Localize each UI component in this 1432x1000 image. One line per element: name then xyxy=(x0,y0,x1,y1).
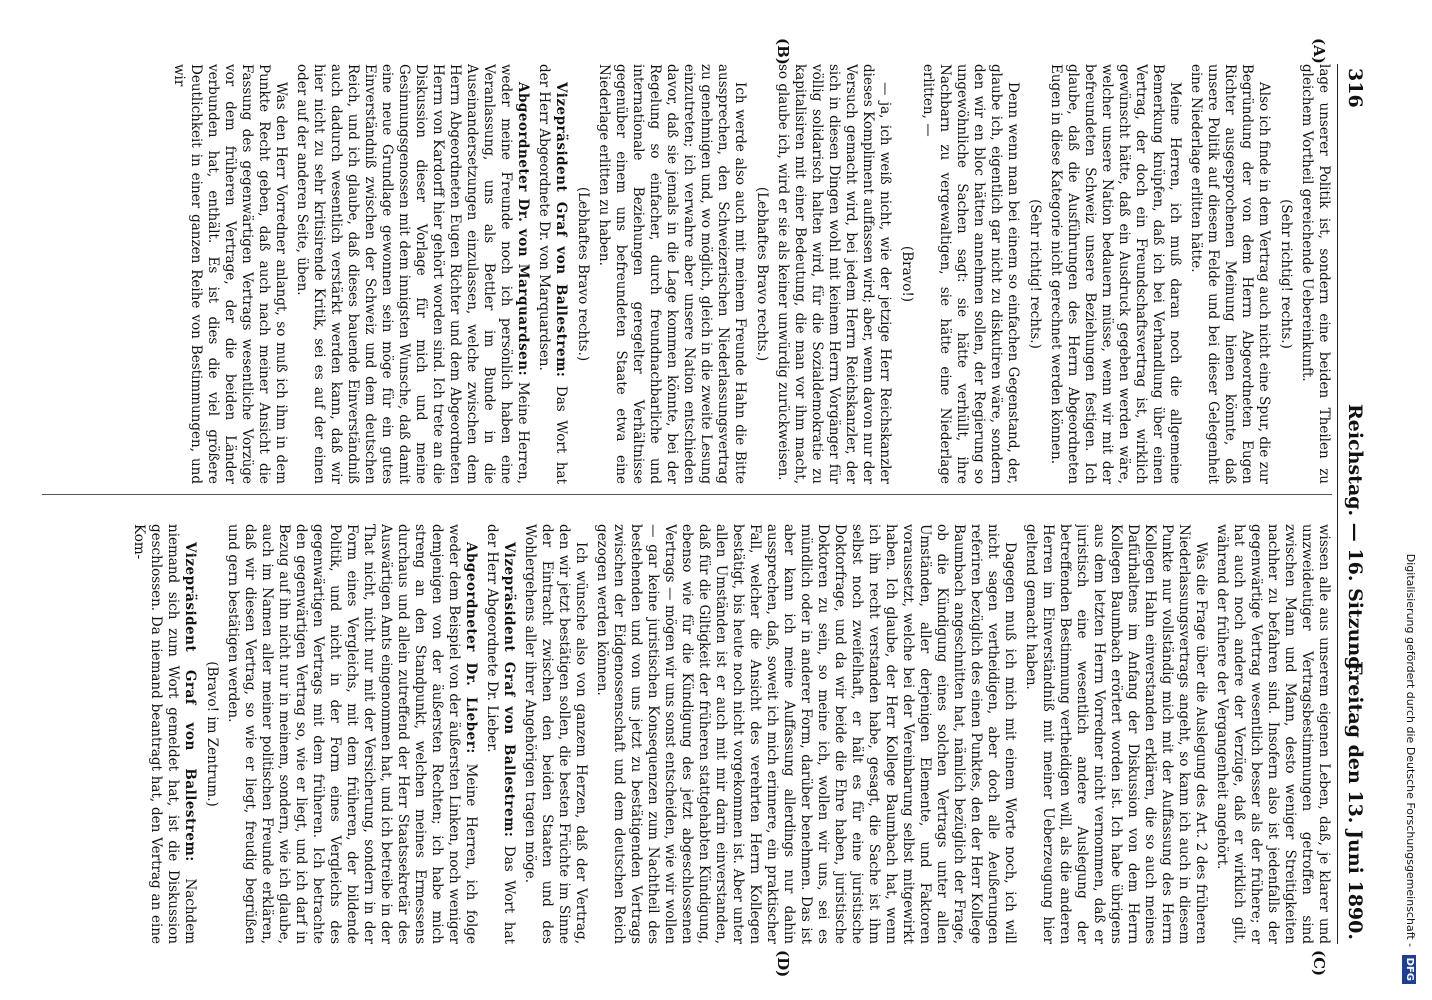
speech-text: Meine Herren, weder meine Freunde noch ich persönlich haben eine Veranlassung, uns als Bettler im Bunde in die Auseinandersetzungen einzulassen, welche zwischen dem Herrn Abgeordneten Eugen Richter und dem Abgeordneten Herrn von Kardorff hier gehört worden sind. Ich trete an die Diskussion dieser Vorlage für mich und meine Gesinnungsgenossen mit dem innigsten Wunsche, daß damit eine neue Grundlage gewonnen sein möge für ein gutes Einverständniß zwischen der Schweiz und dem deutschen Reich, und ich glaube, daß dieses bauende Einverständniß auch dadurch wesentlich verstärkt werden kann, daß wir hier nicht zu sehr kritisirende Kritik, sei es auf der einen oder auf der anderen Seite, üben. xyxy=(294,64,531,484)
footer-text: Digitalisierung gefördert durch die Deutsche Forschungsgemeinschaft - xyxy=(1404,553,1417,948)
speech-intro xyxy=(130,524,198,944)
speaker-name: Vizepräsident Graf von Ballestrem: xyxy=(553,82,569,378)
speaker-name: Abgeordneter Dr. von Marquardsen: xyxy=(515,82,531,377)
left-column xyxy=(42,64,1332,484)
reaction: (Sehr richtig! rechts.) xyxy=(1027,199,1043,349)
speaker-name: Vizepräsident Graf von Ballestrem: xyxy=(501,542,517,838)
margin-marker-c: (C) xyxy=(1310,950,1328,977)
reaction: (Bravo! im Zentrum.) xyxy=(204,661,220,807)
paragraph: Ich wünsche also von ganzem Herzen, daß der Vertrag, den wir jetzt bestätigen sollen, die besten Früchte im Sinne der Eintracht zwischen den beiden Staaten und des Wohlergehens aller ihrer Angehörigen tragen möge. xyxy=(522,524,589,944)
paragraph: — ja, ich weiß nicht, wie der jetzige Herr Reichskanzler dieses Kompliment auffassen wird; aber, wenn davon nur der Versuch gemacht wird, bei jedem Herrn Reichskanzler, der sich in diesen Dingen wohl mit keinem Herrn Vorgänger für völlig solidarisch halten wird, für die Sozialdemokratie zu kapitalisiren mit einer Bedeutung, die man vor ihm macht, so glaube ich, wird er sie als keiner unwürdig zurückweisen. xyxy=(775,64,893,484)
paragraph: wissen alle aus unserem eigenen Leben, daß, je klarer und unzweideutiger Vertragsbestimmungen getroffen sind zwischen Mann und Mann, desto weniger Streitigkeiten nachher zu befahren sind. Insofern also ist jedenfalls der gegenwärtige Vertrag wesentlich besser als der frühere; er hat auch noch andere der Verzüge, daß er wirklich gilt, während der frühere der Vergangenheit angehört. xyxy=(1214,524,1332,944)
margin-marker-a: (A) xyxy=(1310,38,1328,64)
page-header xyxy=(1337,64,1368,944)
margin-marker-b: (B) xyxy=(774,38,792,65)
reaction: (Lebhaftes Bravo rechts.) xyxy=(575,186,591,362)
speaker-name: Abgeordneter Dr. Lieber: xyxy=(463,542,479,754)
paragraph: Was den Herr Vorredner anlangt, so muß ich ihm in dem Punkte Recht geben, daß auch nach meiner Ansicht die Fassung des gegenwärtigen Vertrags wesentliche Vorzüge vor dem früheren Vertrage, der die beiden Länder verbunden hat, enthält. Es ist dies die viel größere Deutlichkeit in einer ganzen Reihe von Bestimmungen, und wir xyxy=(171,64,289,484)
session-date: Freitag den 13. Juni 1890. xyxy=(1344,661,1366,940)
reaction: (Bravo!) xyxy=(899,245,915,303)
paragraph: Meine Herren, ich muß daran noch die allgemeine Bemerkung knüpfen, daß ich bei Verhandlung über einen Vertrag, der doch ein Freundschaftsvertrag ist, wirklich gewünscht hätte, daß ein Ausdruck gegeben werden wäre, welcher unsere Nation bedauern müsse, wenn wir mit der befreundeten Schweiz unsere Beziehungen festigen. Ich glaube, daß die Ausführungen des Herrn Abgeordneten Eugen in diese Kategorie nicht gerechnet werden können. xyxy=(1048,64,1183,484)
dfg-logo: DFG xyxy=(1402,955,1416,984)
reaction: (Sehr richtig! rechts.) xyxy=(1278,199,1294,349)
speech-text: Meine Herren, ich folge weder dem Beispiel von der äußersten Linken, noch weniger demjenigen von der äußersten Rechten; ich habe mich streng an den Standpunkt, welchen meines Ermessens durchaus und allein zutreffend der Herr Staatssekretär des Auswärtigen Amts eingenommen hat, und ich betreibe in der That nicht, nicht nur mit der Versicherung, sondern in der Form eines Vergleichs, mit dem früheren, der bildende Politik, und nicht in der Form eines Vergleichs des gegenwärtigen Vertrags mit dem früheren. Ich betrachte den gegenwärtigen Vertrag so, wie er liegt, und ich darf in Bezug auf ihn nicht nur in meinem, sondern, wie ich glaube, auch im Namen aller meiner politischen Freunde erklären, daß wir diesen Vertrag, so wie er liegt, freudig begrüßen und gern bestätigen werden. xyxy=(225,524,479,944)
page-number: 316 xyxy=(1344,68,1366,108)
speech-intro xyxy=(535,64,569,484)
speech-intro xyxy=(293,64,531,484)
speech-intro xyxy=(483,524,517,944)
paragraph: Denn wenn man bei einem so einfachen Gegenstand, der, glaube ich, eigentlich gar nicht zu diskutiren wäre, sondern den wir en bloc hätten annehmen sollen, der Regierung so ungewöhnliche Sachen sagt: sie hätte verhüllt, ihre Nachbarn zu vergewaltigen, sie hätte eine Niederlage erlitten, — xyxy=(920,64,1021,484)
paragraph: Was die Frage über die Auslegung des Art. 2 des früheren Niederlassungsvertrags angeht, so kann ich auch in diesem Punkte nur vollständig mich mit der Auffassung des Herrn Kollegen Hahn einverstanden erklären, die so auch meines Dafürhaltens im Anfang der Diskussion von dem Herrn Kollegen Baumbach erörtert worden ist. Ich habe übrigens aus dem letzten Herrn Vorredner nicht vernommen, daß er juristisch eine wesentlich andere Auslegung der betreffenden Bestimmung vertheidigen will, als die anderen Herren im Einverständniß mit meiner Ueberzeugung hier geltend gemacht haben. xyxy=(1023,524,1209,944)
speech-text: Das Wort hat der Herr Abgeordnete Dr. Lieber. xyxy=(484,524,517,944)
speech-intro xyxy=(224,524,479,944)
column-divider xyxy=(42,494,1332,495)
margin-marker-d: (D) xyxy=(774,950,792,978)
page-title: Reichstag. — 16. Sitzung. xyxy=(1344,404,1366,677)
speech-text: Das Wort hat der Herr Abgeordnete Dr. von Marquardsen. xyxy=(536,64,569,484)
speaker-name: Vizepräsident Graf von Ballestrem: xyxy=(182,542,198,862)
reaction: (Lebhaftes Bravo rechts.) xyxy=(754,186,770,362)
paragraph: Ich werde also auch mit meinem Freunde Hahn die Bitte aussprechen, den Schweizerischen Niederlassungsvertrag zu genehmigen und, wo möglich, gleich in die zweite Lesung einzutreten; ich verwahre aber unsere Nation entschieden davor, daß sie jemals in die Lage kommen könnte, bei der Regelung so einfacher, durch freundnachbarliche und internationale Beziehungen geregelter Verhältnisse gegenüber einem uns befreundeten Staate etwa eine Niederlage erlitten zu haben. xyxy=(596,64,748,484)
right-column xyxy=(42,524,1332,944)
digitization-footer xyxy=(1400,14,1420,984)
speech-text: Nachdem niemand sich zum Wort gemeldet hat, ist die Diskussion geschlossen. Da niemand beantragt hat, den Vertrag an eine Kom- xyxy=(131,524,198,944)
paragraph: lage unserer Politik ist, sondern eine beiden Theilen zu gleichem Vortheil gereichende Uebereinkunft. xyxy=(1299,64,1332,484)
paragraph: Also ich finde in dem Vertrag auch nicht eine Spur, die zur Begründung der von dem Herrn Abgeordneten Eugen Richter ausgesprochenen Meinung hienen könnte, daß unsere Politik auf diesem Felde und bei dieser Gelegenheit eine Niederlage erlitten hätte. xyxy=(1188,64,1272,484)
paragraph: Dagegen muß ich mich mit einem Worte noch, ich will nicht sagen vertheidigen, aber doch alle Aeußerungen referiren bezüglich des einen Punktes, den der Herr Kollege Baumbach angeschnitten hat, nämlich bezüglich der Frage, ob die Kündigung eines solchen Vertrags unter allen Umständen, aller derjenigen Elemente, und Faktoren voraussetzt, welche bei der Vereinbarung selbst mitgewirkt haben. Ich glaube, der Herr Kollege Baumbach hat, wenn ich ihn recht verstanden habe, gesagt, die Sache ist ihm selbst noch zweifelhaft, er hält es für eine juristische Doktorfrage, und da wir beide die Ehre haben, juristische Doktoren zu sein, so meine ich, wollen wir uns, sei es mündlich oder in anderer Form, darüber benehmen. Das ist aber kann ich meine Auffassung allerdings nur dahin aussprechen, daß, soweit ich mich erinnere, ein praktischer Fall, welcher die Ansicht des verehrten Herrn Kollegen bestätigt, bis heute noch nicht vorgekommen ist. Aber unter allen Umständen ist er auch mit mir darin einverstanden, daß für die Giltigkeit der früheren stattgehabten Kündigung, ebenso wie für die Kündigung des jetzt abgeschlossenen Vertrags — mögen wir uns sonst entscheiden, wie wir wollen — gar keine juristischen Konsequenzen zum Nachtheil des bestehenden und von uns jetzt zu bestätigenden Vertrags zwischen der Eidgenossenschaft und dem deutschen Reich gezogen werden können. xyxy=(594,524,1018,944)
